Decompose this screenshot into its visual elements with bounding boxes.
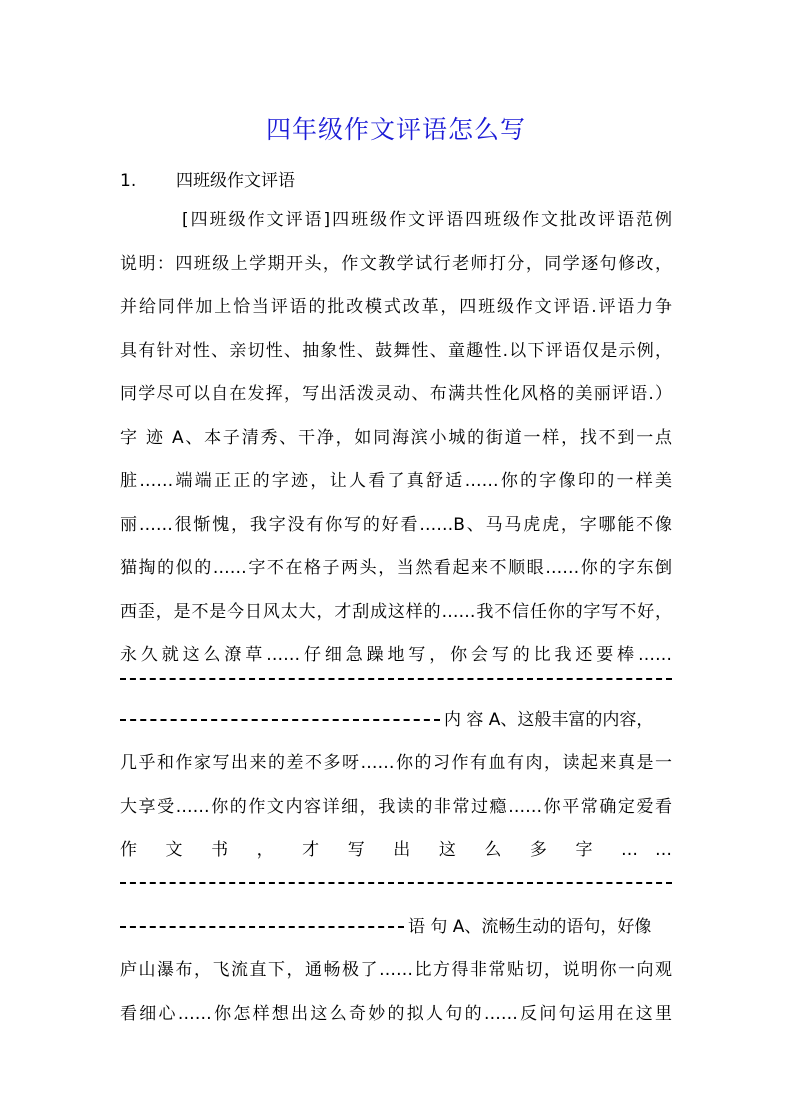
section-heading-text: 四班级作文评语 [176,171,295,191]
paragraph-line: 作 文 书 ， 才 写 出 这 么 多 字 … … [120,840,672,860]
paragraph-line: 几乎和作家写出来的差不多呀……你的习作有血有肉，读起来真是一 [120,753,672,773]
section-text: 内 容 A、这般丰富的内容， [444,710,654,730]
paragraph-line: 脏……端端正正的字迹，让人看了真舒适……你的字像印的一样美 [120,471,672,491]
paragraph-line: 同学尽可以自在发挥，写出活泼灵动、布满共性化风格的美丽评语.） [120,384,672,404]
paragraph-line: 说明：四班级上学期开头，作文教学试行老师打分，同学逐句修改， [120,254,672,274]
dashed-rule [120,719,440,721]
paragraph-line: 并给同伴加上恰当评语的批改模式改革，四班级作文评语.评语力争 [120,297,672,317]
paragraph-line [120,914,672,940]
page-title: 四年级作文评语怎么写 [265,115,526,144]
paragraph-line: 具有针对性、亲切性、抽象性、鼓舞性、童趣性.以下评语仅是示例， [120,341,672,361]
paragraph-line: 西歪，是不是今日风太大，才刮成这样的……我不信任你的字写不好， [120,602,672,622]
paragraph-line: 丽……很惭愧，我字没有你写的好看……B、马马虎虎，字哪能不像 [120,515,672,535]
dashed-rule [120,678,672,680]
paragraph-line: [四班级作文评语]四班级作文评语四班级作文批改评语范例 [182,210,672,230]
paragraph-line: 字 迹 A、本子清秀、干净，如同海滨小城的街道一样，找不到一点 [120,428,672,448]
paragraph-line [120,707,672,733]
paragraph-line: 永久就这么潦草……仔细急躁地写，你会写的比我还要棒…… [120,645,672,665]
paragraph-line: 庐山瀑布，飞流直下，通畅极了……比方得非常贴切，说明你一向观 [120,960,672,980]
section-number: 1. [120,171,137,191]
dashed-rule [120,926,404,928]
section-text: 语 句 A、流畅生动的语句，好像 [408,917,652,937]
dashed-rule [120,882,672,884]
paragraph-line: 大享受……你的作文内容详细，我读的非常过瘾……你平常确定爱看 [120,797,672,817]
section-heading [120,168,295,194]
paragraph-line: 看细心……你怎样想出这么奇妙的拟人句的……反问句运用在这里 [120,1004,672,1024]
paragraph-line: 猫掏的似的……字不在格子两头，当然看起来不顺眼……你的字东倒 [120,558,672,578]
